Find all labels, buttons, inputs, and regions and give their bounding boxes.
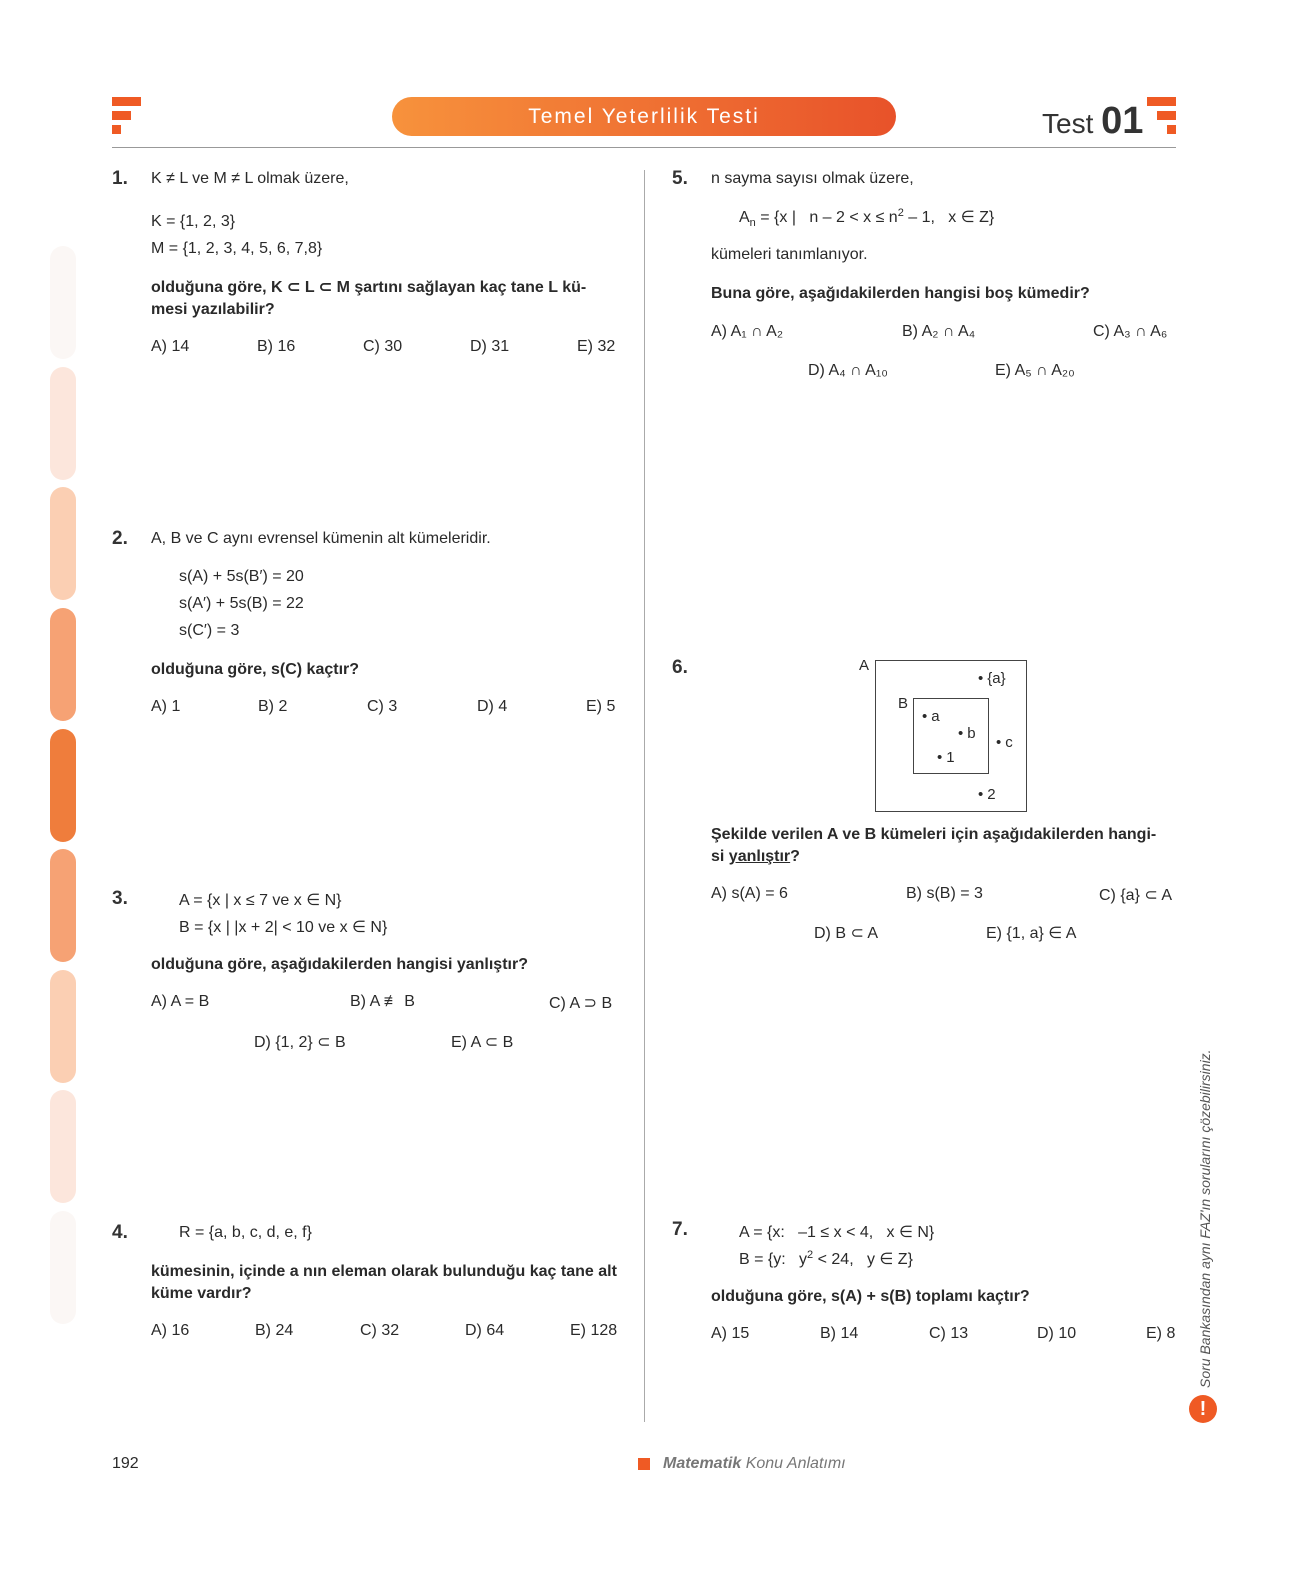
option-b[interactable]: B) 14 <box>820 1325 859 1342</box>
option-e[interactable]: E) A₅ ∩ A₂₀ <box>995 362 1075 379</box>
set-b-label: B <box>898 695 909 712</box>
exponent: 2 <box>807 1249 814 1261</box>
option-e[interactable]: E) 5 <box>586 698 616 715</box>
side-tab <box>50 970 76 1083</box>
option-d[interactable]: D) {1, 2} ⊂ B <box>254 1034 346 1051</box>
exclamation-icon: ! <box>1189 1395 1217 1423</box>
test-label: Test <box>1042 108 1094 139</box>
header-divider <box>112 147 1176 148</box>
option-c[interactable]: C) A₃ ∩ A₆ <box>1093 323 1168 340</box>
logo-right <box>1147 97 1177 137</box>
option-b[interactable]: B) A₂ ∩ A₄ <box>902 323 976 340</box>
given-line: s(A′) + 5s(B) = 22 <box>179 595 304 612</box>
given-line <box>739 1249 913 1269</box>
question-prompt: Şekilde verilen A ve B kümeleri için aşağıdakilerden hangi- <box>711 826 1157 843</box>
question-number: 6. <box>672 657 688 678</box>
footer-square-icon <box>638 1458 650 1470</box>
given-line: R = {a, b, c, d, e, f} <box>179 1224 312 1241</box>
option-a[interactable]: A) A₁ ∩ A₂ <box>711 323 784 340</box>
side-note-text: Soru Bankasından aynı FAZ'ın sorularını çözebilirsiniz. <box>1197 1049 1213 1388</box>
footer-subject <box>663 1455 846 1473</box>
definition-text: = {x | n – 2 < x ≤ n <box>755 209 898 226</box>
element: • c <box>996 734 1013 751</box>
question-number: 3. <box>112 888 128 909</box>
option-c[interactable]: C) 30 <box>363 338 403 355</box>
question-intro: A, B ve C aynı evrensel kümenin alt kümeleridir. <box>151 530 491 547</box>
side-tab <box>50 367 76 480</box>
prompt-text: si <box>711 848 729 865</box>
given-line: A = {x: –1 ≤ x < 4, x ∈ N} <box>739 1224 935 1241</box>
given-line: A = {x | x ≤ 7 ve x ∈ N} <box>179 892 342 909</box>
option-e[interactable]: E) 32 <box>577 338 616 355</box>
option-a[interactable]: A) 15 <box>711 1325 750 1342</box>
definition-text: – 1, x ∈ Z} <box>903 209 995 226</box>
question-prompt: kümesinin, içinde a nın eleman olarak bulunduğu kaç tane alt küme vardır? <box>151 1263 617 1302</box>
option-d[interactable]: D) 4 <box>477 698 508 715</box>
set-a-label: A <box>859 657 870 674</box>
banner-title: Temel Yeterlilik Testi <box>528 105 760 128</box>
option-a[interactable]: A) 1 <box>151 698 181 715</box>
logo-left <box>112 97 142 137</box>
option-c[interactable]: C) {a} ⊂ A <box>1099 887 1172 904</box>
page-number: 192 <box>112 1455 139 1472</box>
option-b[interactable]: B) s(B) = 3 <box>906 885 983 902</box>
given-line: s(A) + 5s(B′) = 20 <box>179 568 304 585</box>
side-tab <box>50 729 76 842</box>
element: • b <box>958 725 976 742</box>
option-e[interactable]: E) {1, a} ∈ A <box>986 925 1077 942</box>
option-d[interactable]: D) 10 <box>1037 1325 1077 1342</box>
option-b[interactable]: B) 2 <box>258 698 288 715</box>
option-b[interactable]: B) 24 <box>255 1322 294 1339</box>
option-a[interactable]: A) 16 <box>151 1322 190 1339</box>
option-a[interactable]: A) 14 <box>151 338 190 355</box>
given-line: M = {1, 2, 3, 4, 5, 6, 7,8} <box>151 240 323 257</box>
side-note <box>1197 1008 1213 1388</box>
option-b[interactable]: B) 16 <box>257 338 296 355</box>
exponent: 2 <box>897 207 904 219</box>
question-number: 5. <box>672 168 688 189</box>
set-definition <box>739 207 994 229</box>
side-tab <box>50 1090 76 1203</box>
option-e[interactable]: E) 128 <box>570 1322 618 1339</box>
prompt-emphasis: yanlıştır <box>728 848 791 865</box>
question-prompt-line2 <box>711 846 800 868</box>
question-prompt: olduğuna göre, s(C) kaçtır? <box>151 661 360 678</box>
venn-diagram <box>855 655 1035 815</box>
option-c[interactable]: C) 13 <box>929 1325 969 1342</box>
question-number: 2. <box>112 528 128 549</box>
side-tab <box>50 246 76 359</box>
question-prompt: olduğuna göre, s(A) + s(B) toplamı kaçtır? <box>711 1288 1030 1305</box>
prompt-text: ? <box>790 848 800 865</box>
set-index: n <box>749 217 756 229</box>
option-a[interactable]: A) A = B <box>151 993 210 1010</box>
question-number: 7. <box>672 1219 688 1240</box>
given-line: K = {1, 2, 3} <box>151 213 236 230</box>
question-prompt: Buna göre, aşağıdakilerden hangisi boş kümedir? <box>711 285 1090 302</box>
question-number: 1. <box>112 168 128 189</box>
given-text: < 24, y ∈ Z} <box>813 1251 913 1268</box>
element: • 1 <box>937 749 955 766</box>
given-line: s(C′) = 3 <box>179 622 240 639</box>
element: • {a} <box>978 670 1006 687</box>
side-tab <box>50 849 76 962</box>
question-prompt: olduğuna göre, K ⊂ L ⊂ M şartını sağlayan kaç tane L kü-mesi yazılabilir? <box>151 279 587 318</box>
element: • a <box>922 708 940 725</box>
option-c[interactable]: C) A ⊃ B <box>549 995 613 1012</box>
given-text: B = {y: y <box>739 1251 808 1268</box>
given-line: B = {x | |x + 2| < 10 ve x ∈ N} <box>179 919 388 936</box>
option-a[interactable]: A) s(A) = 6 <box>711 885 788 902</box>
side-tab <box>50 1211 76 1324</box>
option-e[interactable]: E) A ⊂ B <box>451 1034 514 1051</box>
option-c[interactable]: C) 32 <box>360 1322 400 1339</box>
option-c[interactable]: C) 3 <box>367 698 398 715</box>
footer-subject-bold: Matematik <box>663 1455 742 1472</box>
question-prompt: olduğuna göre, aşağıdakilerden hangisi yanlıştır? <box>151 956 528 973</box>
option-d[interactable]: D) B ⊂ A <box>814 925 879 942</box>
question-intro: K ≠ L ve M ≠ L olmak üzere, <box>151 170 349 187</box>
column-divider <box>644 170 645 1422</box>
question-number: 4. <box>112 1222 128 1243</box>
option-d[interactable]: D) A₄ ∩ A₁₀ <box>808 362 888 379</box>
test-number: 01 <box>1101 100 1144 142</box>
header-banner <box>392 97 896 136</box>
option-d[interactable]: D) 64 <box>465 1322 505 1339</box>
option-d[interactable]: D) 31 <box>470 338 510 355</box>
question-text: kümeleri tanımlanıyor. <box>711 246 868 263</box>
option-e[interactable]: E) 8 <box>1146 1325 1176 1342</box>
question-intro: n sayma sayısı olmak üzere, <box>711 170 914 187</box>
element: • 2 <box>978 786 996 803</box>
option-b[interactable]: B) A ≢ B <box>350 993 415 1010</box>
footer-subject-rest: Konu Anlatımı <box>741 1455 846 1472</box>
side-tab <box>50 487 76 600</box>
set-name: A <box>739 209 750 226</box>
side-tab <box>50 608 76 721</box>
